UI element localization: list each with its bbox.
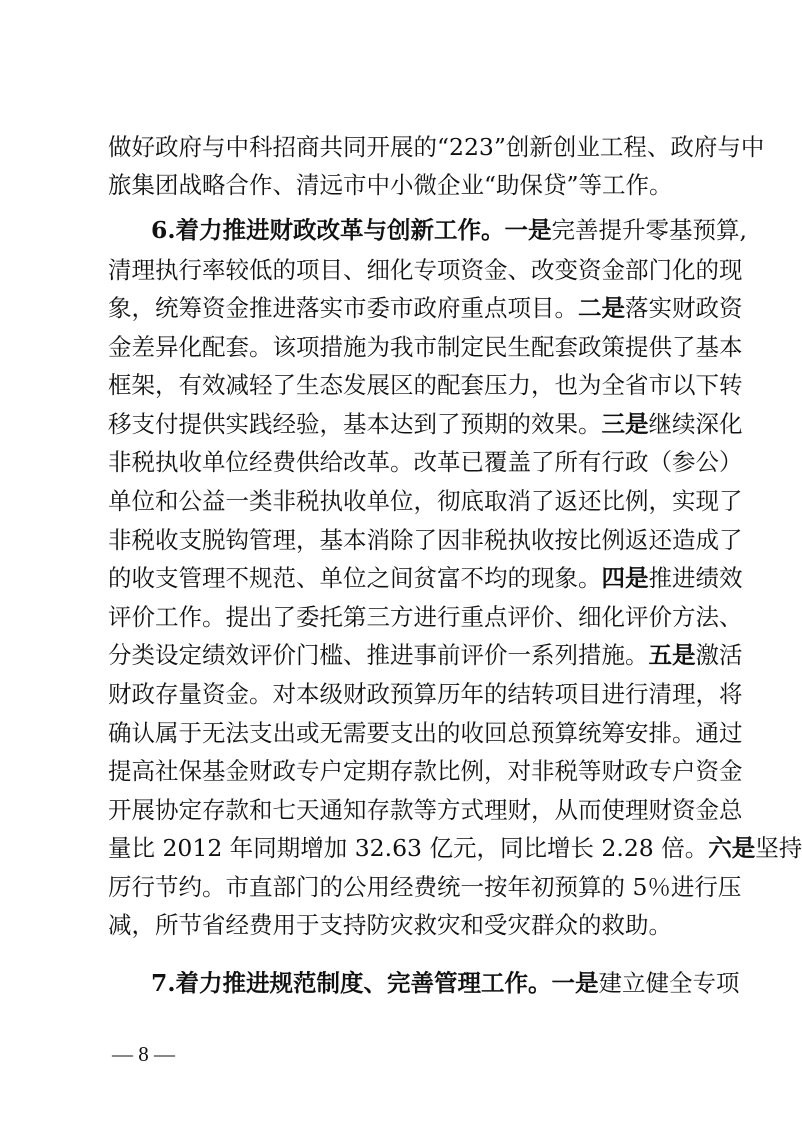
text-run: 金差异化配套。该项措施为我市制定民生配套政策提供了基本 [108, 333, 743, 361]
text-line [108, 443, 743, 481]
text-run: 提高社保基金财政专户定期存款比例，对非税等财政专户资金 [108, 757, 743, 785]
text-line [108, 482, 743, 520]
text-run: 象，统筹资金推进落实市委市政府重点项目。 [108, 294, 578, 322]
text-line [108, 166, 688, 204]
text-line [108, 366, 743, 404]
text-line [108, 128, 765, 166]
text-run: 坚持 [755, 834, 802, 862]
text-run: 开展协定存款和七天通知存款等方式理财，从而使理财资金总 [108, 796, 743, 824]
text-line [108, 405, 743, 443]
text-line [108, 906, 688, 944]
text-line [108, 636, 743, 674]
text-line [108, 598, 743, 636]
text-line [108, 521, 743, 559]
text-run: 单位和公益一类非税执收单位，彻底取消了返还比例，实现了 [108, 487, 743, 515]
text-run: 评价工作。提出了委托第三方进行重点评价、细化评价方法、 [108, 603, 743, 631]
text-line [108, 714, 743, 752]
text-run: 旅集团战略合作、清远市中小微企业“助保贷”等工作。 [108, 171, 673, 199]
item-marker: 二是 [578, 294, 625, 322]
text-line [108, 559, 743, 597]
text-run: 建立健全专项 [598, 969, 740, 997]
text-run: 框架，有效减轻了生态发展区的配套压力，也为全省市以下转 [108, 371, 743, 399]
text-run: 继续深化 [648, 410, 743, 438]
text-run: 完善提升零基预算, [551, 216, 748, 244]
text-run: 财政存量资金。对本级财政预算历年的结转项目进行清理，将 [108, 680, 743, 708]
text-run: 做好政府与中科招商共同开展的“223”创新创业工程、政府与中 [108, 133, 765, 161]
text-run: 非税执收单位经费供给改革。改革已覆盖了所有行政（参公） [108, 448, 743, 476]
text-run: 激活 [695, 641, 743, 669]
text-line [108, 251, 743, 289]
text-line [108, 675, 743, 713]
text-run: 确认属于无法支出或无需要支出的收回总预算统筹安排。通过 [108, 719, 743, 747]
item-marker: 四是 [601, 564, 649, 592]
text-line [108, 868, 742, 906]
text-line [108, 829, 802, 867]
text-run: 非税收支脱钩管理，基本消除了因非税执收按比例返还造成了 [108, 526, 743, 554]
section-heading: 6.着力推进财政改革与创新工作。一是 [151, 216, 552, 244]
section-6-heading-line [151, 211, 748, 249]
section-heading: 7.着力推进规范制度、完善管理工作。一是 [151, 969, 599, 997]
text-run: 落实财政资 [625, 294, 743, 322]
text-run: 分类设定绩效评价门槛、推进事前评价一系列措施。 [108, 641, 649, 669]
item-marker: 三是 [601, 410, 649, 438]
text-line [108, 791, 743, 829]
text-line [108, 289, 743, 327]
section-7-heading-line [151, 964, 740, 1002]
text-run: 移支付提供实践经验，基本达到了预期的效果。 [108, 410, 602, 438]
text-run: 清理执行率较低的项目、细化专项资金、改变资金部门化的现 [108, 256, 743, 284]
text-run: 推进绩效 [648, 564, 743, 592]
text-line [108, 328, 743, 366]
text-run: 的收支管理不规范、单位之间贫富不均的现象。 [108, 564, 602, 592]
text-line [108, 752, 743, 790]
text-run: 减，所节省经费用于支持防灾救灾和受灾群众的救助。 [108, 911, 672, 939]
item-marker: 六是 [708, 834, 756, 862]
text-run: 量比 2012 年同期增加 32.63 亿元，同比增长 2.28 倍。 [108, 834, 709, 862]
page-number: — 8 — [112, 1042, 175, 1066]
item-marker: 五是 [648, 641, 696, 669]
text-run: 厉行节约。市直部门的公用经费统一按年初预算的 5％进行压 [108, 873, 742, 901]
